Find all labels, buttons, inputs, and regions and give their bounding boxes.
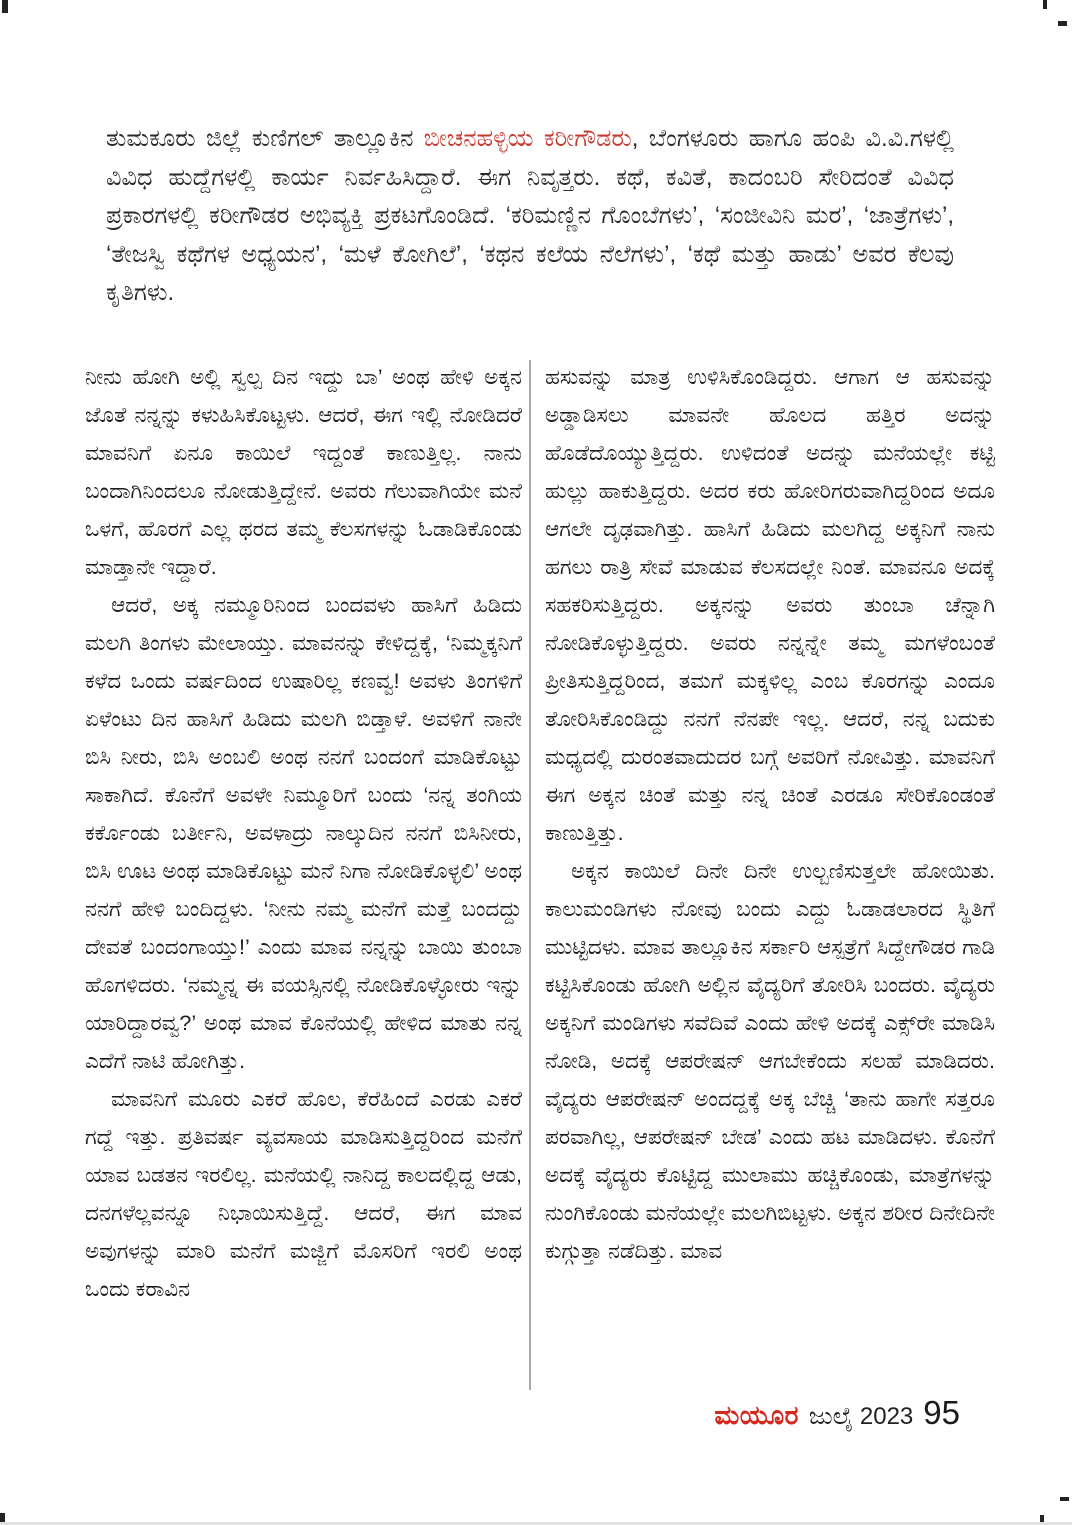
story-paragraph: ನೀನು ಹೋಗಿ ಅಲ್ಲಿ ಸ್ವಲ್ಪ ದಿನ ಇದ್ದು ಬಾ’ ಅಂಥ ಹೇಳಿ ಅಕ್ಕನ ಜೊತೆ ನನ್ನನ್ನು ಕಳುಹಿಸಿಕೊಟ್ಟಳು. ಆದರೆ, ಈಗ ಇಲ್ಲಿ ನೋಡಿದರೆ ಮಾವನಿಗೆ ಏನೂ ಕಾಯಿಲೆ ಇದ್ದಂತೆ ಕಾಣುತ್ತಿಲ್ಲ. ನಾನು ಬಂದಾಗಿನಿಂದಲೂ ನೋಡುತ್ತಿದ್ದೇನೆ. ಅವರು ಗೆಲುವಾಗಿಯೇ ಮನೆ ಒಳಗೆ, ಹೊರಗೆ ಎಲ್ಲ ಥರದ ತಮ್ಮ ಕೆಲಸಗಳನ್ನು ಓಡಾಡಿಕೊಂಡು ಮಾಡ್ತಾನೇ ಇದ್ದಾರೆ. [85, 365, 522, 579]
scan-mark-top-left [2, 0, 8, 13]
left-column [85, 358, 522, 1394]
story-paragraph: ಹಸುವನ್ನು ಮಾತ್ರ ಉಳಿಸಿಕೊಂಡಿದ್ದರು. ಆಗಾಗ ಆ ಹಸುವನ್ನು ಅಡ್ಡಾಡಿಸಲು ಮಾವನೇ ಹೊಲದ ಹತ್ತಿರ ಅದನ್ನು ಹೊಡೆದೊಯ್ಯುತ್ತಿದ್ದರು. ಉಳಿದಂತೆ ಅದನ್ನು ಮನೆಯಲ್ಲೇ ಕಟ್ಟಿ ಹುಲ್ಲು ಹಾಕುತ್ತಿದ್ದರು. ಅದರ ಕರು ಹೋರಿಗರುವಾಗಿದ್ದರಿಂದ ಅದೂ ಆಗಲೇ ದೃಢವಾಗಿತ್ತು. ಹಾಸಿಗೆ ಹಿಡಿದು ಮಲಗಿದ್ದ ಅಕ್ಕನಿಗೆ ನಾನು ಹಗಲು ರಾತ್ರಿ ಸೇವೆ ಮಾಡುವ ಕೆಲಸದಲ್ಲೇ ನಿಂತೆ. ಮಾವನೂ ಅದಕ್ಕೆ ಸಹಕರಿಸುತ್ತಿದ್ದರು. ಅಕ್ಕನನ್ನು ಅವರು ತುಂಬಾ ಚೆನ್ನಾಗಿ ನೋಡಿಕೊಳ್ಳುತ್ತಿದ್ದರು. ಅವರು ನನ್ನನ್ನೇ ತಮ್ಮ ಮಗಳೆಂಬಂತೆ ಪ್ರೀತಿಸುತ್ತಿದ್ದರಿಂದ, ತಮಗೆ ಮಕ್ಕಳಿಲ್ಲ ಎಂಬ ಕೊರಗನ್ನು ಎಂದೂ ತೋರಿಸಿಕೊಂಡಿದ್ದು ನನಗೆ ನೆನಪೇ ಇಲ್ಲ. ಆದರೆ, ನನ್ನ ಬದುಕು ಮಧ್ಯದಲ್ಲಿ ದುರಂತವಾದುದರ ಬಗ್ಗೆ ಅವರಿಗೆ ನೋವಿತ್ತು. ಮಾವನಿಗೆ ಈಗ ಅಕ್ಕನ ಚಿಂತೆ ಮತ್ತು ನನ್ನ ಚಿಂತೆ ಎರಡೂ ಸೇರಿಕೊಂಡಂತೆ ಕಾಣುತ್ತಿತ್ತು. [545, 365, 995, 845]
magazine-name: ಮಯೂರ [714, 1400, 799, 1430]
issue-date: ಜುಲೈ 2023 [808, 1403, 914, 1430]
story-columns [85, 358, 995, 1394]
intro-author-highlight: ಬೀಚನಹಳ್ಳಿಯ ಕರೀಗೌಡರು [423, 125, 632, 152]
column-divider-rule [529, 360, 531, 1390]
right-column [545, 358, 995, 1394]
intro-rest-text: , ಬೆಂಗಳೂರು ಹಾಗೂ ಹಂಪಿ ವಿ.ವಿ.ಗಳಲ್ಲಿ ವಿವಿಧ ಹುದ್ದೆಗಳಲ್ಲಿ ಕಾರ್ಯ ನಿರ್ವಹಿಸಿದ್ದಾರೆ. ಈಗ ನಿವೃತ್ತರು. ಕಥೆ, ಕವಿತೆ, ಕಾದಂಬರಿ ಸೇರಿದಂತೆ ವಿವಿಧ ಪ್ರಕಾರಗಳಲ್ಲಿ ಕರೀಗೌಡರ ಅಭಿವ್ಯಕ್ತಿ ಪ್ರಕಟಗೊಂಡಿದೆ. ‘ಕರಿಮಣ್ಣಿನ ಗೊಂಬೆಗಳು’, ‘ಸಂಜೀವಿನಿ ಮರ’, ‘ಜಾತ್ರೆಗಳು’, ‘ತೇಜಸ್ವಿ ಕಥೆಗಳ ಅಧ್ಯಯನ’, ‘ಮಳೆ ಕೋಗಿಲೆ’, ‘ಕಥನ ಕಲೆಯ ನೆಲೆಗಳು’, ‘ಕಥೆ ಮತ್ತು ಹಾಡು’ ಅವರ ಕೆಲವು ಕೃತಿಗಳು. [106, 125, 954, 306]
page-footer [714, 1394, 960, 1432]
page-number: 95 [923, 1394, 960, 1431]
intro-lead-text: ತುಮಕೂರು ಜಿಲ್ಲೆ ಕುಣಿಗಲ್ ತಾಲ್ಲೂಕಿನ [106, 125, 424, 152]
story-paragraph: ಆದರೆ, ಅಕ್ಕ ನಮ್ಮೂರಿನಿಂದ ಬಂದವಳು ಹಾಸಿಗೆ ಹಿಡಿದು ಮಲಗಿ ತಿಂಗಳು ಮೇಲಾಯ್ತು. ಮಾವನನ್ನು ಕೇಳಿದ್ದಕ್ಕೆ, ‘ನಿಮ್ಮಕ್ಕನಿಗೆ ಕಳೆದ ಒಂದು ವರ್ಷದಿಂದ ಉಷಾರಿಲ್ಲ ಕಣವ್ವ! ಅವಳು ತಿಂಗಳಿಗೆ ಏಳೆಂಟು ದಿನ ಹಾಸಿಗೆ ಹಿಡಿದು ಮಲಗಿ ಬಿಡ್ತಾಳೆ. ಅವಳಿಗೆ ನಾನೇ ಬಿಸಿ ನೀರು, ಬಿಸಿ ಅಂಬಲಿ ಅಂಥ ನನಗೆ ಬಂದಂಗೆ ಮಾಡಿಕೊಟ್ಟು ಸಾಕಾಗಿದೆ. ಕೊನೆಗೆ ಅವಳೇ ನಿಮ್ಮೂರಿಗೆ ಬಂದು ‘ನನ್ನ ತಂಗಿಯ ಕರ್ಕೊಂಡು ಬರ್ತೀನಿ, ಅವಳಾದ್ರು ನಾಲ್ಕುದಿನ ನನಗೆ ಬಿಸಿನೀರು, ಬಿಸಿ ಊಟ ಅಂಥ ಮಾಡಿಕೊಟ್ಟು ಮನೆ ನಿಗಾ ನೋಡಿಕೊಳ್ಳಲಿ’ ಅಂಥ ನನಗೆ ಹೇಳಿ ಬಂದಿದ್ದಳು. ‘ನೀನು ನಮ್ಮ ಮನೆಗೆ ಮತ್ತೆ ಬಂದದ್ದು ದೇವತೆ ಬಂದಂಗಾಯ್ತು!’ ಎಂದು ಮಾವ ನನ್ನನ್ನು ಬಾಯಿ ತುಂಬಾ ಹೊಗಳಿದರು. ‘ನಮ್ಮನ್ನ ಈ ವಯಸ್ಸಿನಲ್ಲಿ ನೋಡಿಕೊಳ್ಳೋರು ಇನ್ನು ಯಾರಿದ್ದಾರವ್ವ?’ ಅಂಥ ಮಾವ ಕೊನೆಯಲ್ಲಿ ಹೇಳಿದ ಮಾತು ನನ್ನ ಎದೆಗೆ ನಾಟಿ ಹೋಗಿತ್ತು. [85, 593, 522, 1073]
story-paragraph: ಮಾವನಿಗೆ ಮೂರು ಎಕರೆ ಹೊಲ, ಕೆರೆಹಿಂದೆ ಎರಡು ಎಕರೆ ಗದ್ದೆ ಇತ್ತು. ಪ್ರತಿವರ್ಷ ವ್ಯವಸಾಯ ಮಾಡಿಸುತ್ತಿದ್ದರಿಂದ ಮನೆಗೆ ಯಾವ ಬಡತನ ಇರಲಿಲ್ಲ. ಮನೆಯಲ್ಲಿ ನಾನಿದ್ದ ಕಾಲದಲ್ಲಿದ್ದ ಆಡು, ದನಗಳೆಲ್ಲವನ್ನೂ ನಿಭಾಯಿಸುತ್ತಿದ್ದೆ. ಆದರೆ, ಈಗ ಮಾವ ಅವುಗಳನ್ನು ಮಾರಿ ಮನೆಗೆ ಮಜ್ಜಿಗೆ ಮೊಸರಿಗೆ ಇರಲಿ ಅಂಥ ಒಂದು ಕರಾವಿನ [85, 1087, 522, 1301]
intro-paragraph [106, 120, 954, 313]
story-paragraph: ಅಕ್ಕನ ಕಾಯಿಲೆ ದಿನೇ ದಿನೇ ಉಲ್ಬಣಿಸುತ್ತಲೇ ಹೋಯಿತು. ಕಾಲುಮಂಡಿಗಳು ನೋವು ಬಂದು ಎದ್ದು ಓಡಾಡಲಾರದ ಸ್ಥಿತಿಗೆ ಮುಟ್ಟಿದಳು. ಮಾವ ತಾಲ್ಲೂಕಿನ ಸರ್ಕಾರಿ ಆಸ್ಪತ್ರೆಗೆ ಸಿದ್ದೇಗೌಡರ ಗಾಡಿ ಕಟ್ಟಿಸಿಕೊಂಡು ಹೋಗಿ ಅಲ್ಲಿನ ವೈದ್ಯರಿಗೆ ತೋರಿಸಿ ಬಂದರು. ವೈದ್ಯರು ಅಕ್ಕನಿಗೆ ಮಂಡಿಗಳು ಸವೆದಿವೆ ಎಂದು ಹೇಳಿ ಅದಕ್ಕೆ ಎಕ್ಸ್‌ರೇ ಮಾಡಿಸಿ ನೋಡಿ, ಅದಕ್ಕೆ ಆಪರೇಷನ್ ಆಗಬೇಕೆಂದು ಸಲಹೆ ಮಾಡಿದರು. ವೈದ್ಯರು ಆಪರೇಷನ್ ಅಂದದ್ದಕ್ಕೆ ಅಕ್ಕ ಬೆಚ್ಚಿ ‘ತಾನು ಹಾಗೇ ಸತ್ತರೂ ಪರವಾಗಿಲ್ಲ, ಆಪರೇಷನ್ ಬೇಡ’ ಎಂದು ಹಟ ಮಾಡಿದಳು. ಕೊನೆಗೆ ಅದಕ್ಕೆ ವೈದ್ಯರು ಕೊಟ್ಟಿದ್ದ ಮುಲಾಮು ಹಚ್ಚಿಕೊಂಡು, ಮಾತ್ರೆಗಳನ್ನು ನುಂಗಿಕೊಂಡು ಮನೆಯಲ್ಲೇ ಮಲಗಿಬಿಟ್ಟಳು. ಅಕ್ಕನ ಶರೀರ ದಿನೇದಿನೇ ಕುಗ್ಗುತ್ತಾ ನಡೆದಿತ್ತು. ಮಾವ [545, 859, 995, 1263]
scan-mark-top-right-tick [1043, 0, 1047, 9]
scan-mark-top-right-dash [1058, 21, 1067, 26]
scan-mark-bottom-right-dash [1060, 1497, 1069, 1501]
